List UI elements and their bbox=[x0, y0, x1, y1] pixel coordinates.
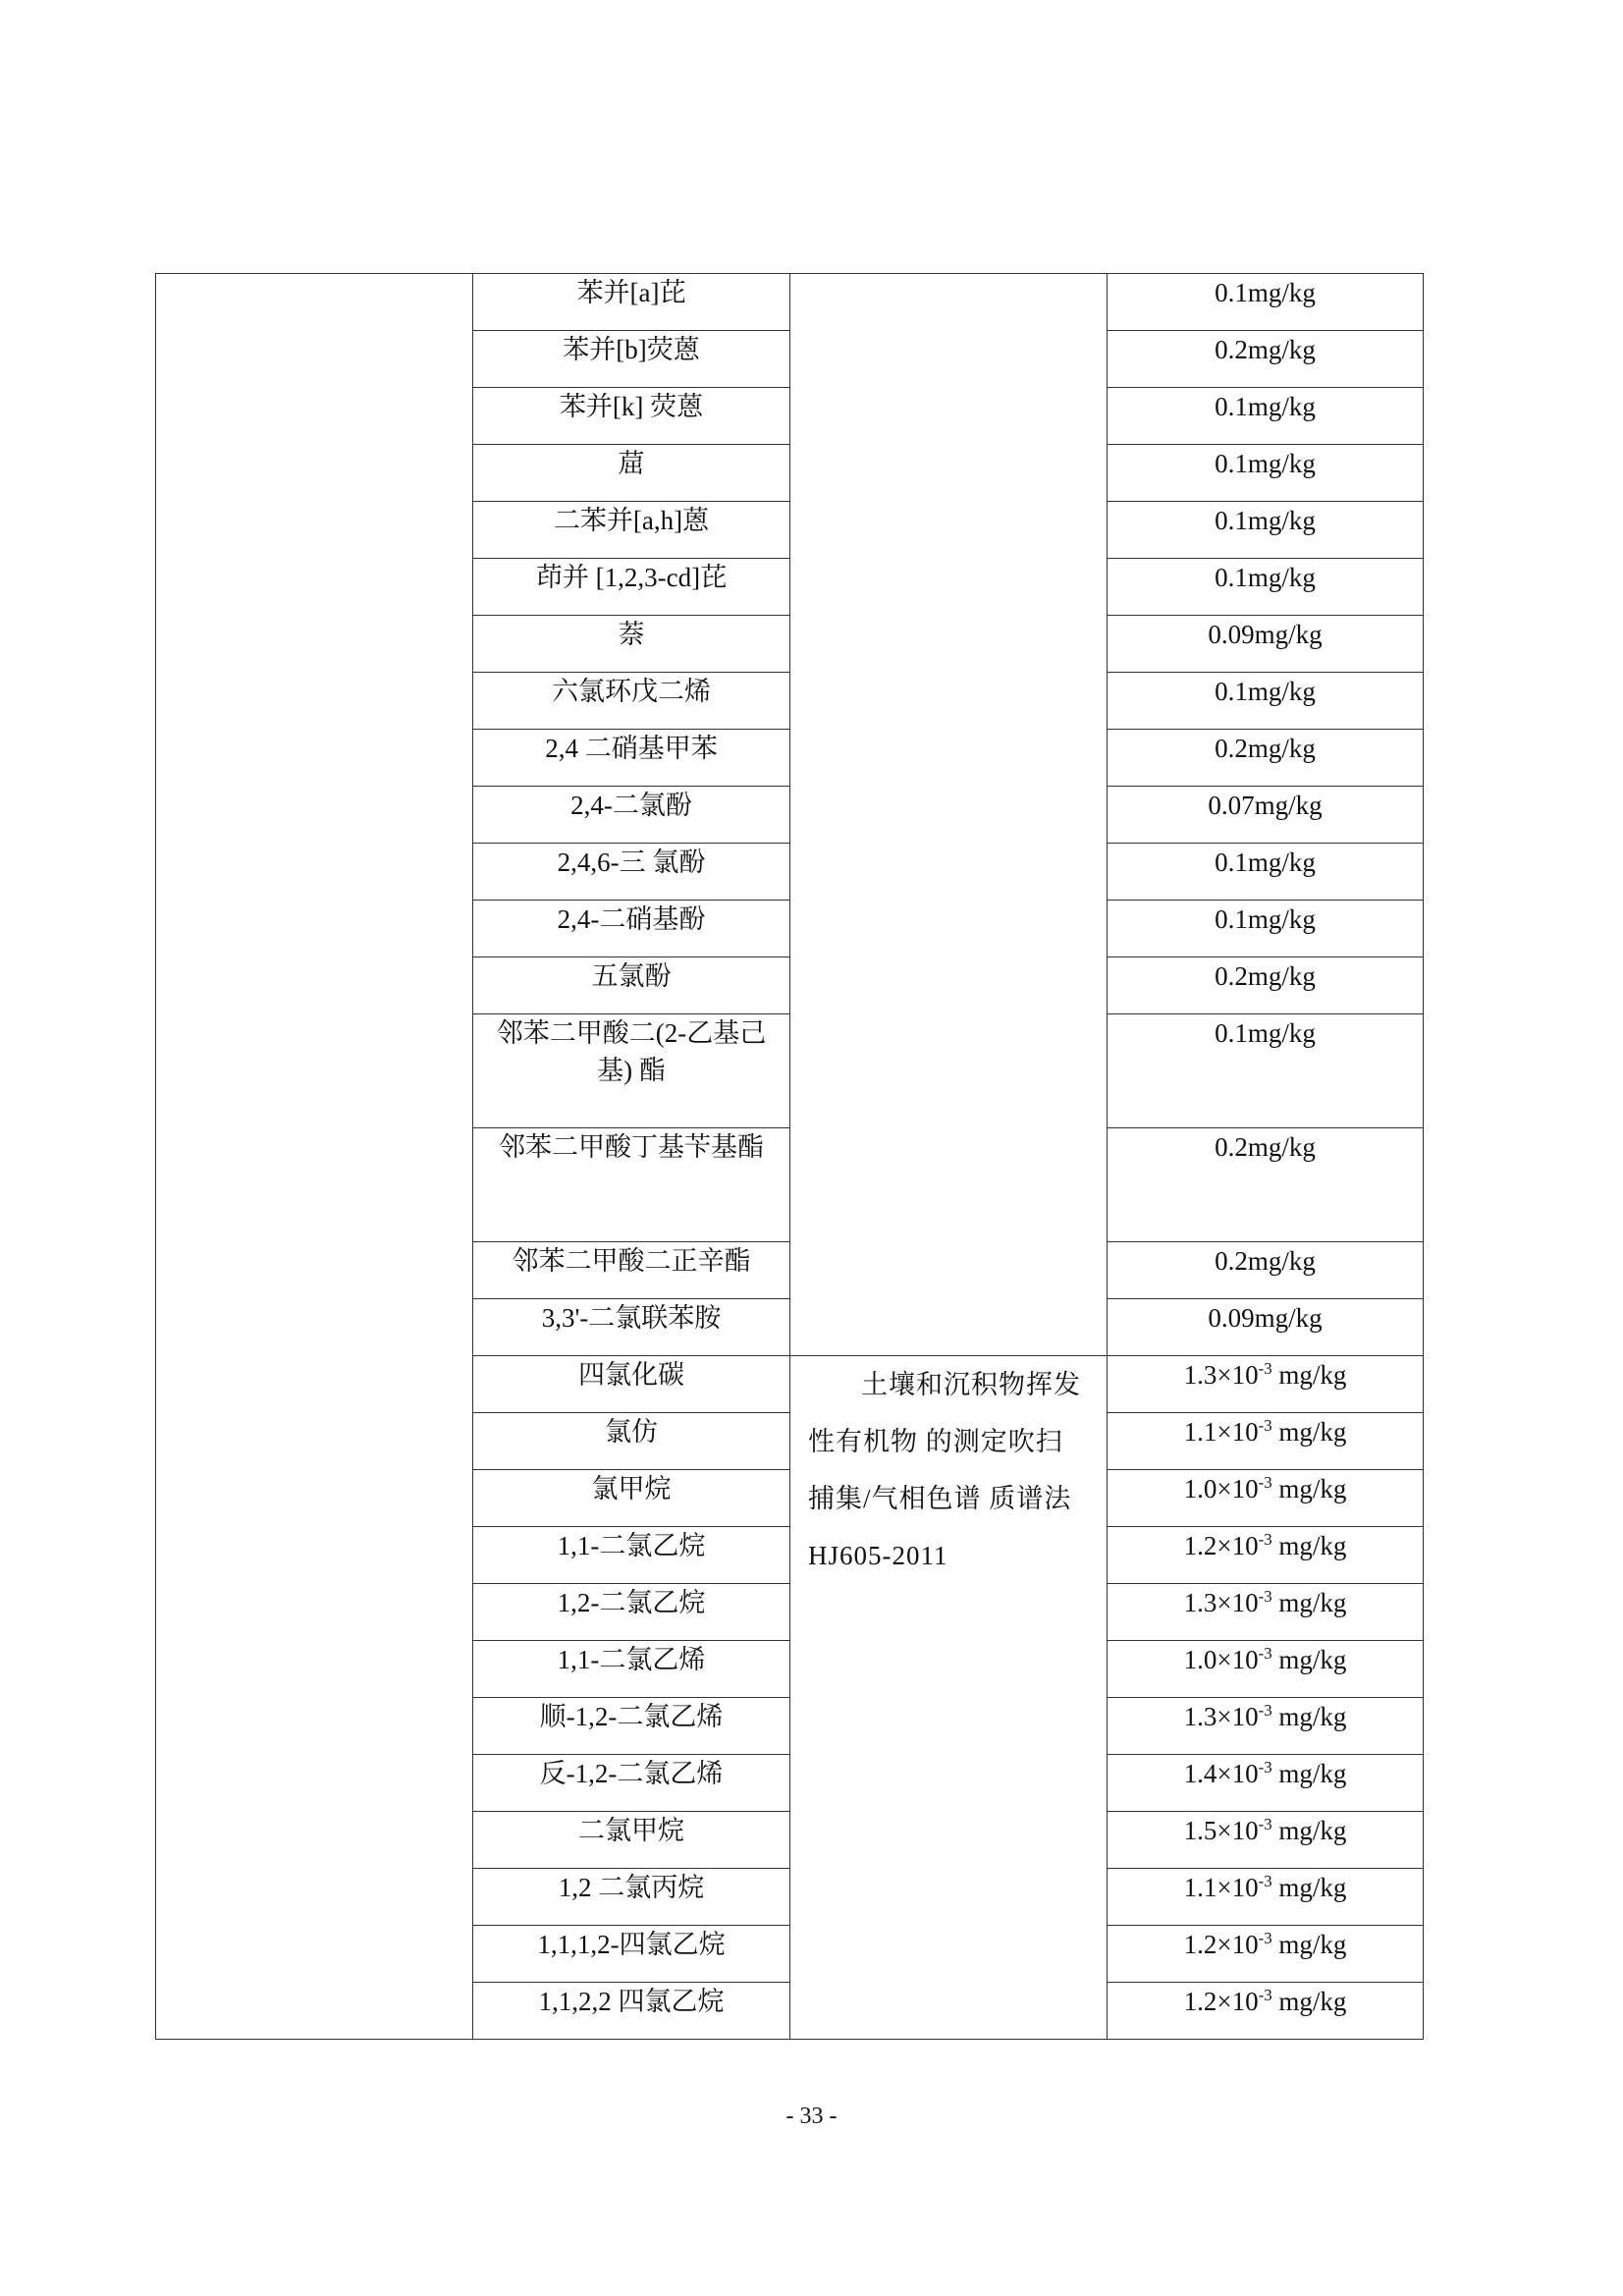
limit-exp: -3 bbox=[1258, 1986, 1272, 2004]
limit-unit: mg/kg bbox=[1271, 1360, 1347, 1390]
limit-base: 1.2×10 bbox=[1183, 1531, 1259, 1560]
detection-limit: 0.1mg/kg bbox=[1108, 844, 1424, 901]
limit-exp: -3 bbox=[1258, 1701, 1272, 1720]
limit-base: 1.1×10 bbox=[1183, 1873, 1259, 1902]
detection-limit: 0.2mg/kg bbox=[1108, 331, 1424, 388]
method-cell-voc bbox=[790, 1356, 1108, 2040]
detection-limit bbox=[1108, 1812, 1424, 1869]
detection-limit bbox=[1108, 1470, 1424, 1527]
detection-limit: 0.1mg/kg bbox=[1108, 1014, 1424, 1128]
limit-exp: -3 bbox=[1258, 1587, 1272, 1606]
analyte-name: 氯仿 bbox=[473, 1413, 790, 1470]
analyte-name: 2,4-二硝基酚 bbox=[473, 901, 790, 957]
analyte-name: 1,1,1,2-四氯乙烷 bbox=[473, 1926, 790, 1983]
limit-exp: -3 bbox=[1258, 1530, 1272, 1549]
limit-base: 1.2×10 bbox=[1183, 1930, 1259, 1959]
limit-unit: mg/kg bbox=[1271, 1645, 1347, 1674]
analyte-name: 1,1-二氯乙烷 bbox=[473, 1527, 790, 1584]
limit-unit: mg/kg bbox=[1271, 1531, 1347, 1560]
table-row bbox=[156, 274, 1424, 331]
limit-exp: -3 bbox=[1258, 1758, 1272, 1777]
analyte-name: 2,4,6-三 氯酚 bbox=[473, 844, 790, 901]
detection-limit: 0.2mg/kg bbox=[1108, 730, 1424, 787]
limit-base: 1.2×10 bbox=[1183, 1987, 1259, 2016]
limit-unit: mg/kg bbox=[1271, 1930, 1347, 1959]
detection-limit: 0.1mg/kg bbox=[1108, 445, 1424, 502]
limit-base: 1.1×10 bbox=[1183, 1417, 1259, 1447]
method-text: 土壤和沉积物挥发性有机物 的测定吹扫捕集/气相色谱 质谱法 HJ605-2011 bbox=[808, 1370, 1081, 1570]
detection-limit: 0.2mg/kg bbox=[1108, 957, 1424, 1014]
detection-limit bbox=[1108, 1869, 1424, 1926]
limit-exp: -3 bbox=[1258, 1416, 1272, 1435]
limit-unit: mg/kg bbox=[1271, 1873, 1347, 1902]
analyte-name: 二氯甲烷 bbox=[473, 1812, 790, 1869]
limit-base: 1.3×10 bbox=[1183, 1588, 1259, 1617]
limit-exp: -3 bbox=[1258, 1644, 1272, 1663]
limit-exp: -3 bbox=[1258, 1815, 1272, 1833]
detection-limit: 0.1mg/kg bbox=[1108, 559, 1424, 616]
analyte-name: 反-1,2-二氯乙烯 bbox=[473, 1755, 790, 1812]
limit-unit: mg/kg bbox=[1271, 1702, 1347, 1731]
analyte-name: 3,3'-二氯联苯胺 bbox=[473, 1299, 790, 1356]
limit-base: 1.5×10 bbox=[1183, 1816, 1259, 1845]
analyte-name: 茚并 [1,2,3-cd]芘 bbox=[473, 559, 790, 616]
analyte-name: 1,1-二氯乙烯 bbox=[473, 1641, 790, 1698]
detection-limit bbox=[1108, 1527, 1424, 1584]
analyte-name: 苯并[b]荧蒽 bbox=[473, 331, 790, 388]
analyte-name: 邻苯二甲酸二正辛酯 bbox=[473, 1242, 790, 1299]
limit-base: 1.4×10 bbox=[1183, 1759, 1259, 1788]
limit-base: 1.0×10 bbox=[1183, 1645, 1259, 1674]
limit-base: 1.0×10 bbox=[1183, 1474, 1259, 1503]
method-cell-svoc bbox=[790, 274, 1108, 1356]
detection-limit: 0.2mg/kg bbox=[1108, 1128, 1424, 1242]
detection-limit: 0.09mg/kg bbox=[1108, 616, 1424, 673]
analyte-name: 顺-1,2-二氯乙烯 bbox=[473, 1698, 790, 1755]
analyte-name: 六氯环戊二烯 bbox=[473, 673, 790, 730]
analyte-name: 1,2-二氯乙烷 bbox=[473, 1584, 790, 1641]
detection-limit bbox=[1108, 1413, 1424, 1470]
detection-limit bbox=[1108, 1698, 1424, 1755]
limit-base: 1.3×10 bbox=[1183, 1702, 1259, 1731]
analyte-name: 苯并[a]芘 bbox=[473, 274, 790, 331]
analyte-name: 邻苯二甲酸二(2-乙基己基) 酯 bbox=[473, 1014, 790, 1128]
limit-exp: -3 bbox=[1258, 1359, 1272, 1378]
detection-limit bbox=[1108, 1755, 1424, 1812]
category-cell bbox=[156, 274, 473, 2040]
limit-base: 1.3×10 bbox=[1183, 1360, 1259, 1390]
analyte-name: 1,1,2,2 四氯乙烷 bbox=[473, 1983, 790, 2040]
limit-unit: mg/kg bbox=[1271, 1816, 1347, 1845]
analyte-name: 2,4-二氯酚 bbox=[473, 787, 790, 844]
analyte-name: 䓛 bbox=[473, 445, 790, 502]
page-number: - 33 - bbox=[785, 2104, 838, 2129]
analyte-name: 2,4 二硝基甲苯 bbox=[473, 730, 790, 787]
detection-limit: 0.07mg/kg bbox=[1108, 787, 1424, 844]
analyte-name: 苯并[k] 荧蒽 bbox=[473, 388, 790, 445]
limit-unit: mg/kg bbox=[1271, 1588, 1347, 1617]
analyte-name: 二苯并[a,h]蒽 bbox=[473, 502, 790, 559]
detection-limits-table bbox=[155, 273, 1424, 2040]
detection-limit bbox=[1108, 1641, 1424, 1698]
limit-unit: mg/kg bbox=[1271, 1759, 1347, 1788]
detection-limit: 0.09mg/kg bbox=[1108, 1299, 1424, 1356]
detection-limit bbox=[1108, 1983, 1424, 2040]
limit-exp: -3 bbox=[1258, 1929, 1272, 1947]
analyte-name: 氯甲烷 bbox=[473, 1470, 790, 1527]
limit-unit: mg/kg bbox=[1271, 1987, 1347, 2016]
detection-limit bbox=[1108, 1926, 1424, 1983]
analyte-name: 邻苯二甲酸丁基苄基酯 bbox=[473, 1128, 790, 1242]
detection-limit: 0.1mg/kg bbox=[1108, 388, 1424, 445]
detection-limit bbox=[1108, 1584, 1424, 1641]
detection-limit: 0.2mg/kg bbox=[1108, 1242, 1424, 1299]
limit-unit: mg/kg bbox=[1271, 1417, 1347, 1447]
limit-exp: -3 bbox=[1258, 1872, 1272, 1890]
limit-unit: mg/kg bbox=[1271, 1474, 1347, 1503]
detection-limit: 0.1mg/kg bbox=[1108, 901, 1424, 957]
detection-limit: 0.1mg/kg bbox=[1108, 274, 1424, 331]
analyte-name: 萘 bbox=[473, 616, 790, 673]
analyte-name: 五氯酚 bbox=[473, 957, 790, 1014]
analyte-name: 1,2 二氯丙烷 bbox=[473, 1869, 790, 1926]
detection-limit: 0.1mg/kg bbox=[1108, 673, 1424, 730]
limit-exp: -3 bbox=[1258, 1473, 1272, 1492]
detection-limit bbox=[1108, 1356, 1424, 1413]
detection-limit: 0.1mg/kg bbox=[1108, 502, 1424, 559]
analyte-name: 四氯化碳 bbox=[473, 1356, 790, 1413]
